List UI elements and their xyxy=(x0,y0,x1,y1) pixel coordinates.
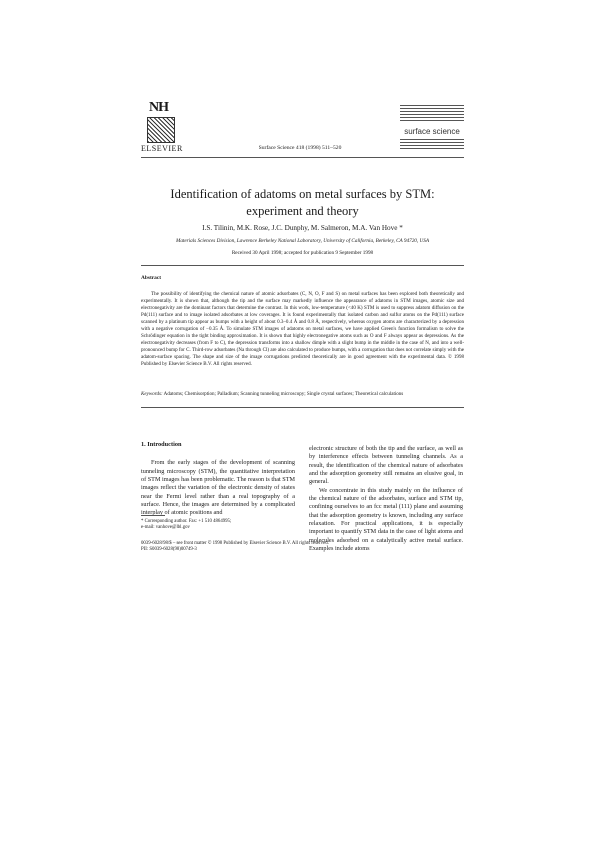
received-dates: Received 30 April 1998; accepted for publication 9 September 1998 xyxy=(231,250,374,256)
publisher-mark: NH xyxy=(149,100,168,115)
abstract-bottom-rule xyxy=(141,407,464,408)
journal-stripes-lower-icon xyxy=(400,139,464,151)
keywords xyxy=(141,391,464,397)
paper-title xyxy=(141,186,464,220)
right-column xyxy=(309,445,463,553)
abstract-text: The possibility of identifying the chemical nature of atomic adsorbates (C, N, O, F and S) on metal surfaces has been explored both theoretically and experimentally. It is shown that, although the tip and the surface may markedly influence the appearance of adatoms in STM images, atomic size and electronegativity are the dominant factors that determine the contrast. In this work, low-temperature (<40 K) STM is used to suppress adatom diffusion on the Pd(111) surface and to image isolated adsorbates at low coverages. It is found experimentally that isolated carbon and sulfur atoms on the Pd(111) surface scanned by a platinum tip appear as bumps with a height of about 0.3–0.4 Å and 0.8 Å, respectively, whereas oxygen atoms are characterized by a depression with a negative corrugation of −0.35 Å. To simulate STM images of adatoms on metal surfaces, we have applied Green's function formalism to solve the Schrödinger equation in the tight binding approximation. It is shown that highly electronegative atoms such as O and F always appear as depressions. As the electronegativity decreases (from F to C), the depression transforms into a shallow dimple with a slight bump in the middle in the case of N, and into a well-pronounced bump for C. Third-row adsorbates (Na through Cl) are also calculated to produce bumps, with a corrugation that does not correlate simply with the adatom-surface spacing. The shape and size of the image corrugations predicted theoretically are in good agreement with the experimental data. © 1998 Published by Elsevier Science B.V. All rights reserved. xyxy=(141,291,464,367)
title-line-2: experiment and theory xyxy=(246,204,359,218)
footnote xyxy=(141,519,295,531)
affiliation: Materials Sciences Division, Lawrence Berkeley National Laboratory, University of California, Berkeley, CA 94720, USA xyxy=(176,238,429,244)
title-line-1: Identification of adatoms on metal surfaces by STM: xyxy=(170,187,435,201)
journal-stripes-icon xyxy=(400,105,464,123)
footnote-line-1: * Corresponding author. Fax: +1 510 4864995; xyxy=(141,519,232,524)
publisher-name: ELSEVIER xyxy=(141,144,183,153)
left-column xyxy=(141,441,295,518)
journal-citation: Surface Science 418 (1998) 511–520 xyxy=(258,145,342,151)
journal-logo xyxy=(400,105,464,153)
copyright-block xyxy=(141,541,464,553)
abstract-heading: Abstract xyxy=(141,275,162,281)
journal-name: surface science xyxy=(404,127,460,136)
keywords-text: Adatoms; Chemisorption; Palladium; Scanning tunneling microscopy; Single crystal surfaces; Theoretical calculations xyxy=(163,391,404,397)
authors: I.S. Tilinin, M.K. Rose, J.C. Dunphy, M. Salmeron, M.A. Van Hove * xyxy=(202,224,403,232)
tree-icon xyxy=(147,117,175,143)
pii-line: PII: S0039-6028(98)00749-3 xyxy=(141,547,197,553)
footnote-email: e-mail: vanhove@lbl.gov xyxy=(141,525,190,530)
issn-line: 0039-6028/98/$ – see front matter © 1998 Published by Elsevier Science B.V. All rights reserved. xyxy=(141,541,329,546)
intro-paragraph-2: We concentrate in this study mainly on the influence of the chemical nature of the adsorbates, surface and STM tip, confining ourselves to an fcc metal (111) plane and assuming that the adsorption geometry is known, including any surface relaxation. For practical applications, it is especially important to quantify STM data in the case of light atoms and molecules adsorbed on a catalytically active metal surface. Examples include atoms xyxy=(309,486,463,553)
intro-paragraph-1: From the early stages of the development of scanning tunneling microscopy (STM), the quantitative interpretation of STM images has been problematic. The reason is that STM images reflect the variation of the electronic density of states near the Fermi level rather than a real topography of a surface. Hence, the images are determined by a complicated interplay of atomic positions and xyxy=(141,459,295,517)
abstract-top-rule xyxy=(141,265,464,266)
intro-paragraph-1-cont: electronic structure of both the tip and the surface, as well as by interference effects between tunneling channels. As a result, the identification of the chemical nature of adsorbates and the adsorption geometry still remains an elusive goal, in general. xyxy=(309,445,463,486)
footnote-rule xyxy=(141,515,165,516)
keywords-label: Keywords: xyxy=(141,391,163,397)
header-rule xyxy=(141,157,464,158)
section-heading: 1. Introduction xyxy=(141,441,182,448)
